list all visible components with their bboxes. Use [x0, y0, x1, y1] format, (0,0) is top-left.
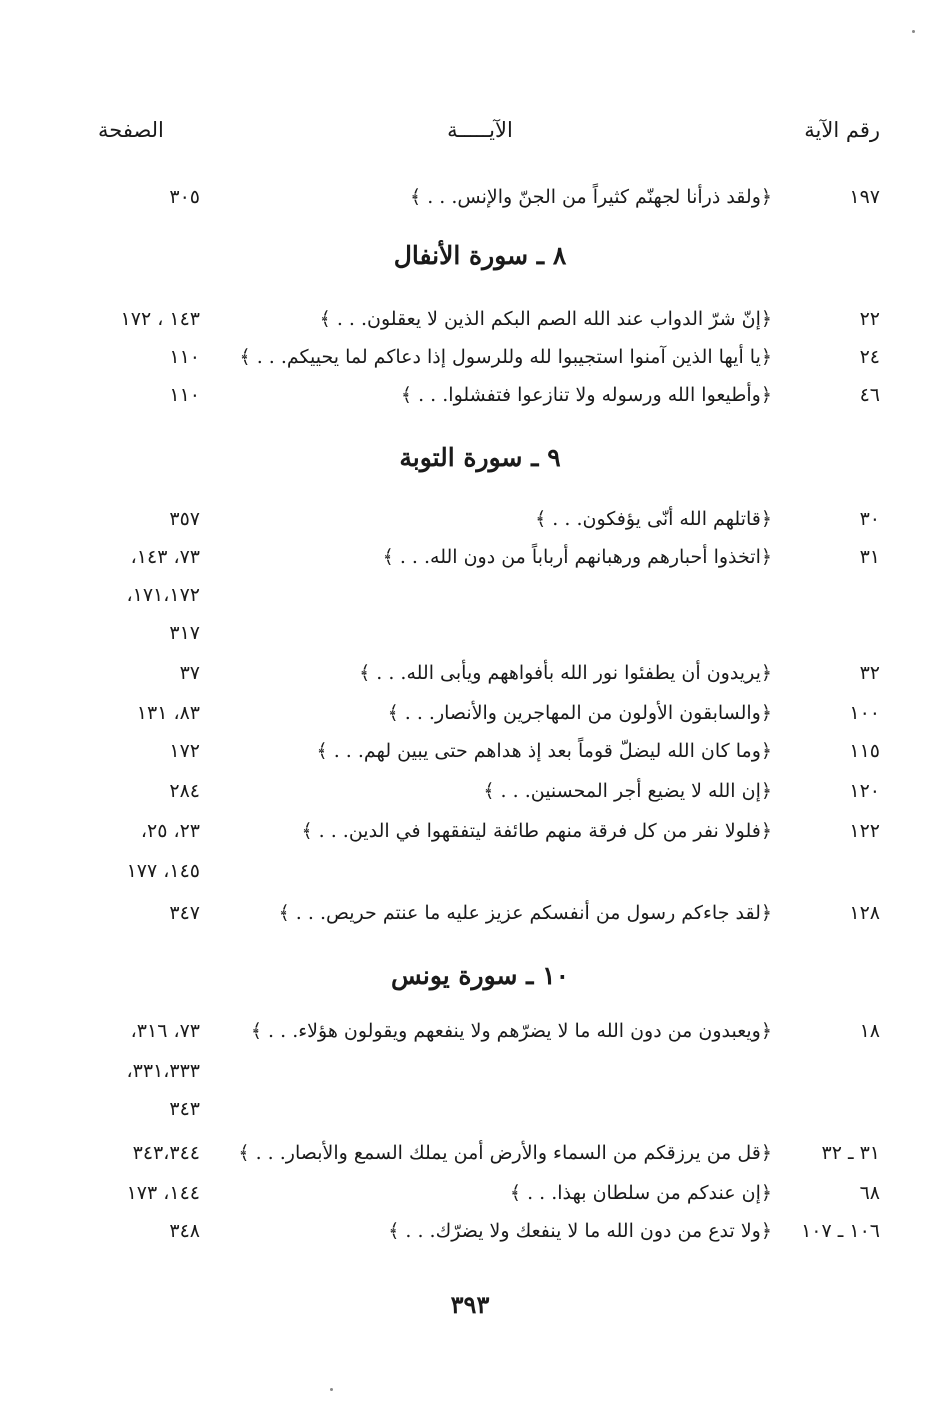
table-row	[60, 734, 880, 768]
ayah-text: ﴿ويعبدون من دون الله ما لا يضرّهم ولا ينفعهم ويقولون هؤلاء. . . ﴾	[250, 1020, 772, 1042]
page-refs: ٣٥٧	[169, 508, 200, 530]
table-row	[60, 180, 880, 214]
ayah-text: ﴿اتخذوا أحبارهم ورهبانهم أرباباً من دون الله. . . ﴾	[382, 546, 772, 568]
ayah-text: ﴿والسابقون الأولون من المهاجرين والأنصار. . . ﴾	[387, 702, 772, 724]
ayah-text: ﴿ولا تدع من دون الله ما لا ينفعك ولا يضرّك. . . ﴾	[388, 1220, 772, 1242]
page-refs: ١٤٤، ١٧٣	[126, 1182, 200, 1204]
page-refs: ٧٣، ٣١٦،	[130, 1020, 200, 1042]
table-row	[60, 696, 880, 730]
page-refs: ٢٨٤	[169, 780, 200, 802]
table-row	[60, 774, 880, 808]
page-refs: ٣٤٨	[169, 1220, 200, 1242]
ayah-number: ١٨	[859, 1020, 880, 1042]
ayah-number: ٢٤	[859, 346, 880, 368]
ayah-number: ١٠٠	[849, 702, 880, 724]
page-refs-continued: ٣١٧	[169, 622, 200, 644]
page-refs: ٣٤٣،٣٤٤	[132, 1142, 200, 1164]
table-row	[60, 502, 880, 536]
ayah-text: ﴿قاتلهم الله أنّى يؤفكون. . . ﴾	[535, 508, 772, 530]
table-row	[60, 378, 880, 412]
scan-speck	[912, 30, 915, 33]
page-refs-continued: ١٤٥، ١٧٧	[126, 860, 200, 882]
page-number: ٣٩٣	[450, 1290, 490, 1319]
page-refs-continued: ١٧١،١٧٢،	[126, 584, 200, 606]
ayah-number: ٣١ ـ ٣٢	[821, 1142, 880, 1164]
scan-speck	[330, 1388, 333, 1391]
page-refs: ١١٠	[169, 384, 200, 406]
ayah-text: ﴿يريدون أن يطفئوا نور الله بأفواههم ويأبى الله. . . ﴾	[359, 662, 772, 684]
ayah-text: ﴿وأطيعوا الله ورسوله ولا تنازعوا فتفشلوا. . . ﴾	[400, 384, 772, 406]
table-row	[60, 302, 880, 336]
ayah-number: ٣٠	[859, 508, 880, 530]
page-refs: ١٧٢	[169, 740, 200, 762]
table-row	[60, 540, 880, 574]
ayah-text: ﴿يا أيها الذين آمنوا استجيبوا لله وللرسول إذا دعاكم لما يحييكم. . . ﴾	[239, 346, 772, 368]
ayah-number: ١٢٠	[849, 780, 880, 802]
header-page: الصفحة	[98, 118, 164, 142]
page-refs-continued: ٣٤٣	[169, 1098, 200, 1120]
page-refs-continued: ٣٣١،٣٣٣،	[126, 1060, 200, 1082]
table-row	[60, 1214, 880, 1248]
page-refs: ٣٤٧	[169, 902, 200, 924]
ayah-number: ٣١	[859, 546, 880, 568]
ayah-text: ﴿لقد جاءكم رسول من أنفسكم عزيز عليه ما عنتم حريص. . . ﴾	[278, 902, 772, 924]
page-refs: ١٤٣ ، ١٧٢	[120, 308, 200, 330]
page-refs: ٣٠٥	[169, 186, 200, 208]
surah-heading: ١٠ ـ سورة يونس	[390, 961, 570, 990]
page-refs: ٨٣، ١٣١	[136, 702, 200, 724]
table-row	[60, 656, 880, 690]
ayah-text: ﴿فلولا نفر من كل فرقة منهم طائفة ليتفقهوا في الدين. . . ﴾	[301, 820, 772, 842]
ayah-number: ١٢٨	[849, 902, 880, 924]
ayah-number: ١٢٢	[849, 820, 880, 842]
surah-heading: ٩ ـ سورة التوبة	[399, 443, 561, 472]
ayah-number: ٣٢	[859, 662, 880, 684]
table-row	[60, 1136, 880, 1170]
table-row	[60, 340, 880, 374]
table-header	[80, 118, 880, 158]
ayah-text: ﴿إن الله لا يضيع أجر المحسنين. . . ﴾	[483, 780, 772, 802]
header-ayah-number: رقم الآية	[804, 118, 880, 142]
table-row	[60, 896, 880, 930]
ayah-number: ٤٦	[859, 384, 880, 406]
surah-heading: ٨ ـ سورة الأنفال	[393, 241, 567, 270]
table-row	[60, 1014, 880, 1048]
ayah-number: ٦٨	[859, 1182, 880, 1204]
ayah-text: ﴿إنّ شرّ الدواب عند الله الصم البكم الذين لا يعقلون. . . ﴾	[319, 308, 772, 330]
page-refs: ٣٧	[179, 662, 200, 684]
page-refs: ٧٣، ١٤٣،	[130, 546, 200, 568]
page-refs: ١١٠	[169, 346, 200, 368]
ayah-text: ﴿وما كان الله ليضلّ قوماً بعد إذ هداهم حتى يبين لهم. . . ﴾	[316, 740, 772, 762]
ayah-text: ﴿قل من يرزقكم من السماء والأرض أمن يملك السمع والأبصار. . . ﴾	[238, 1142, 772, 1164]
ayah-number: ١١٥	[849, 740, 880, 762]
ayah-text: ﴿إن عندكم من سلطان بهذا. . . ﴾	[509, 1182, 772, 1204]
header-ayah: الآيـــــة	[447, 118, 513, 142]
ayah-number: ١٩٧	[849, 186, 880, 208]
ayah-number: ١٠٦ ـ ١٠٧	[801, 1220, 880, 1242]
ayah-number: ٢٢	[859, 308, 880, 330]
table-row	[60, 1176, 880, 1210]
page-refs: ٢٣، ٢٥،	[140, 820, 200, 842]
ayah-text: ﴿ولقد ذرأنا لجهنّم كثيراً من الجنّ والإنس. . . ﴾	[410, 186, 772, 208]
table-row	[60, 814, 880, 848]
